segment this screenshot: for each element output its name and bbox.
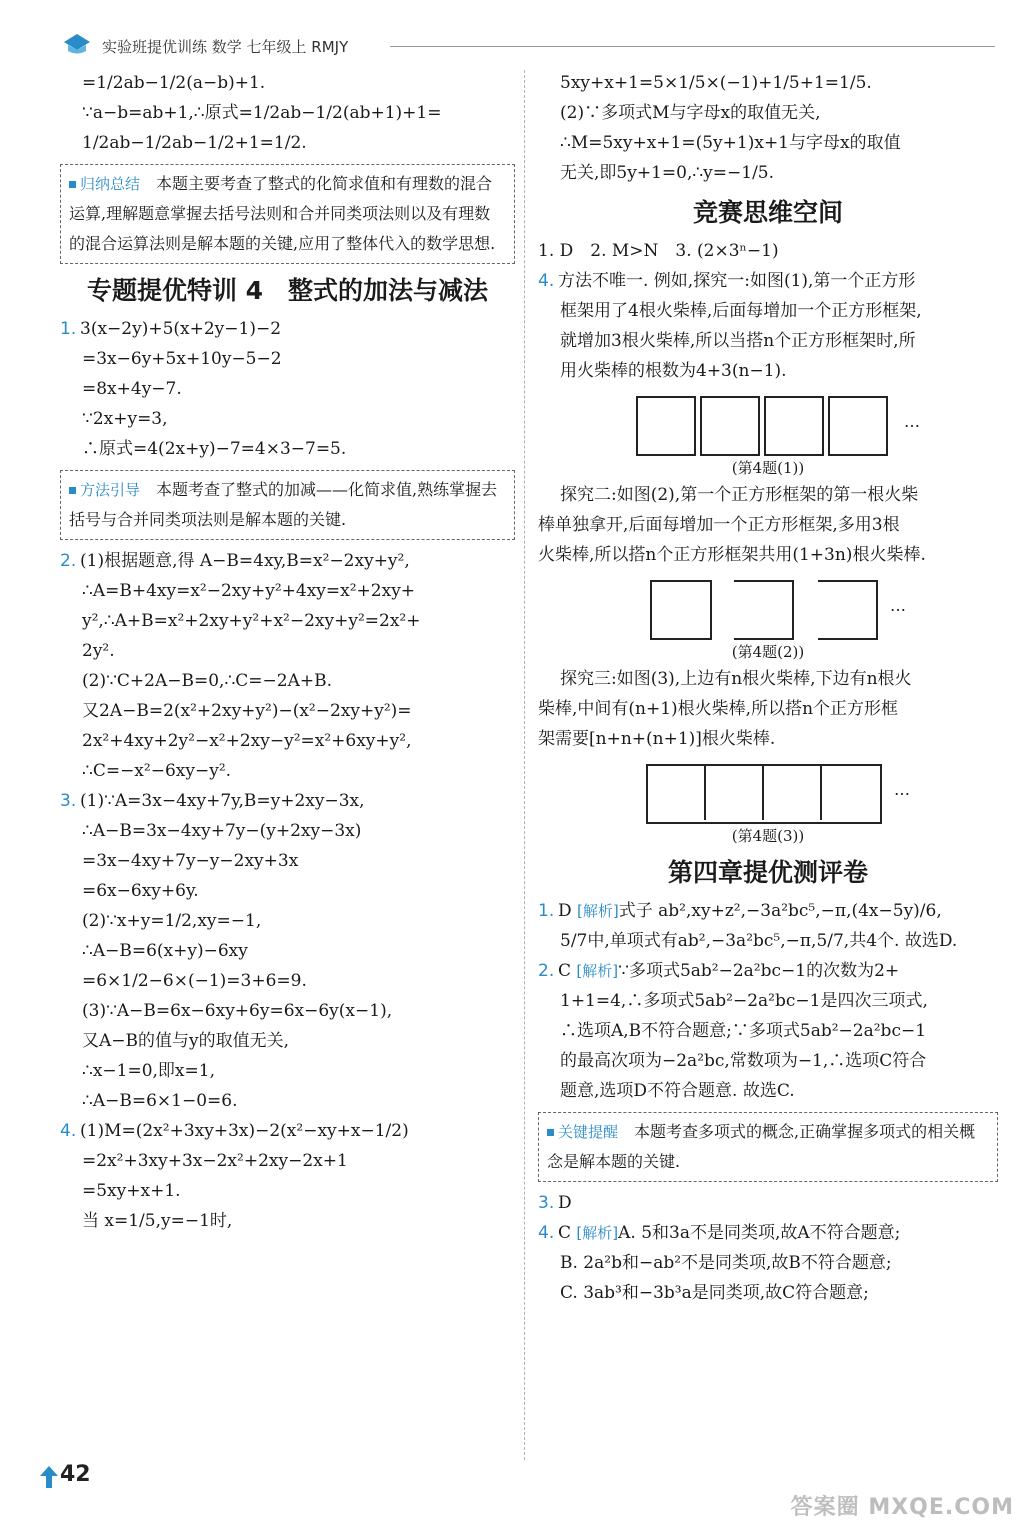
- analysis-tag: [解析]: [577, 902, 619, 920]
- text-line: 火柴棒,所以搭n个正方形框架共用(1+3n)根火柴棒.: [538, 545, 926, 565]
- text-line: B. 2a²b和−ab²不是同类项,故B不符合题意;: [560, 1253, 892, 1273]
- rect-frame: [646, 764, 882, 824]
- square-frame: [734, 580, 794, 640]
- text-line: (2)∵多项式M与字母x的取值无关,: [560, 103, 821, 123]
- figure-1: [538, 392, 998, 456]
- page-header: [60, 36, 995, 58]
- text-line: 1/2ab−1/2ab−1/2+1=1/2.: [82, 133, 307, 153]
- text-line: =2x²+3xy+3x−2x²+2xy−2x+1: [82, 1151, 348, 1171]
- square-frame: [818, 580, 878, 640]
- up-arrow-icon: [40, 1466, 58, 1488]
- square-frame: [700, 396, 760, 456]
- figure-2: [538, 576, 998, 640]
- text-line: 方法不唯一. 例如,探究一:如图(1),第一个正方形: [558, 271, 916, 291]
- figure-caption: (第4题(2)): [731, 643, 805, 661]
- square-frame: [636, 396, 696, 456]
- text-line: 题意,选项D不符合题意. 故选C.: [560, 1081, 795, 1101]
- divider-stick: [704, 764, 706, 820]
- text-line: 又2A−B=2(x²+2xy+y²)−(x²−2xy+y²)=: [82, 701, 412, 721]
- question-number: 2.: [538, 961, 555, 981]
- text-line: (1)M=(2x²+3xy+3x)−2(x²−xy+x−1/2): [80, 1121, 409, 1141]
- text-line: A. 5和3a不是同类项,故A不符合题意;: [618, 1223, 901, 1243]
- question-number: 1.: [538, 901, 555, 921]
- text-line: 的最高次项为−2a²bc,常数项为−1,∴选项C符合: [560, 1051, 927, 1071]
- text-line: 架需要[n+n+(n+1)]根火柴棒.: [538, 729, 776, 749]
- method-note: [60, 470, 515, 540]
- analysis-tag: [解析]: [576, 1224, 619, 1242]
- watermark: 答案圈 MXQE.COM: [790, 1495, 1014, 1520]
- analysis-tag: [解析]: [576, 962, 619, 980]
- text-line: 又A−B的值与y的取值无关,: [82, 1031, 290, 1051]
- text-line: ∴A−B=3x−4xy+7y−(y+2xy−3x): [82, 821, 362, 841]
- ellipsis: …: [890, 596, 906, 615]
- divider-stick: [762, 764, 764, 820]
- figure-caption: (第4题(1)): [731, 459, 805, 477]
- column-divider: [524, 70, 525, 1460]
- text-line: 棒单独拿开,后面每增加一个正方形框架,多用3根: [538, 515, 900, 535]
- text-line: ∴x−1=0,即x=1,: [82, 1061, 215, 1081]
- text-line: 5/7中,单项式有ab²,−3a²bc⁵,−π,5/7,共4个. 故选D.: [560, 931, 958, 951]
- text-line: =3x−6y+5x+10y−5−2: [82, 349, 282, 369]
- section-title: 第四章提优测评卷: [667, 858, 868, 887]
- header-title: 实验班提优训练 数学 七年级上 RMJY: [102, 38, 349, 56]
- text-line: =8x+4y−7.: [82, 379, 182, 399]
- summary-note: [60, 164, 515, 264]
- divider-stick: [820, 764, 822, 820]
- answer-letter: D: [558, 1193, 572, 1213]
- text-line: 2x²+4xy+2y²−x²+2xy−y²=x²+6xy+y²,: [82, 731, 412, 751]
- question-number: 2.: [60, 551, 77, 571]
- note-text: 本题考查了整式的加减——化简求值,熟练掌握去括号与合并同类项法则是解本题的关键.: [69, 480, 498, 529]
- question-number: 4.: [60, 1121, 77, 1141]
- question-number: 4.: [538, 1223, 555, 1243]
- text-line: 框架用了4根火柴棒,后面每增加一个正方形框架,: [560, 301, 922, 321]
- note-text: 本题主要考查了整式的化简求值和有理数的混合运算,理解题意掌握去括号法则和合并同类项法则以及有理数的混合运算法则是解本题的关键,应用了整体代入的数学思想.: [69, 174, 496, 253]
- text-line: 3(x−2y)+5(x+2y−1)−2: [80, 319, 282, 339]
- key-reminder-note: [538, 1112, 998, 1182]
- note-tag: 归纳总结: [69, 175, 140, 193]
- text-line: (1)根据题意,得 A−B=4xy,B=x²−2xy+y²,: [80, 551, 410, 571]
- note-tag: 关键提醒: [547, 1123, 618, 1141]
- question-number: 3.: [538, 1193, 555, 1213]
- question-number: 3.: [60, 791, 77, 811]
- text-line: =1/2ab−1/2(a−b)+1.: [82, 73, 266, 93]
- text-line: 1+1=4,∴多项式5ab²−2a²bc−1是四次三项式,: [560, 991, 928, 1011]
- section-title: 专题提优特训 4 整式的加法与减法: [86, 276, 489, 305]
- text-line: (2)∵x+y=1/2,xy=−1,: [82, 911, 262, 931]
- text-line: 用火柴棒的根数为4+3(n−1).: [560, 361, 787, 381]
- text-line: =3x−4xy+7y−y−2xy+3x: [82, 851, 299, 871]
- text-line: 就增加3根火柴棒,所以当搭n个正方形框架时,所: [560, 331, 916, 351]
- text-line: ∴C=−x²−6xy−y².: [82, 761, 232, 781]
- note-text: 本题考查多项式的概念,正确掌握多项式的相关概念是解本题的关键.: [547, 1122, 976, 1171]
- section-title: 竞赛思维空间: [692, 198, 843, 227]
- right-column: [538, 68, 998, 1308]
- square-frame: [828, 396, 888, 456]
- text-line: 无关,即5y+1=0,∴y=−1/5.: [560, 163, 775, 183]
- text-line: ∴M=5xy+x+1=(5y+1)x+1与字母x的取值: [560, 133, 901, 153]
- square-frame: [764, 396, 824, 456]
- text-line: y²,∴A+B=x²+2xy+y²+x²−2xy+y²=2x²+: [82, 611, 421, 631]
- answers-row: 1. D 2. M>N 3. (2×3ⁿ−1): [538, 241, 779, 261]
- text-line: 探究三:如图(3),上边有n根火柴棒,下边有n根火: [560, 669, 912, 689]
- header-rule: [390, 46, 995, 47]
- question-number: 1.: [60, 319, 77, 339]
- text-line: 5xy+x+1=5×1/5×(−1)+1/5+1=1/5.: [560, 73, 872, 93]
- text-line: ∴A−B=6×1−0=6.: [82, 1091, 238, 1111]
- left-column: [60, 68, 515, 1236]
- figure-3: [538, 760, 998, 824]
- text-line: C. 3ab³和−3b³a是同类项,故C符合题意;: [560, 1283, 869, 1303]
- question-number: 4.: [538, 271, 555, 291]
- ellipsis: …: [904, 412, 920, 431]
- text-line: ∴选项A,B不符合题意;∵多项式5ab²−2a²bc−1: [560, 1021, 927, 1041]
- text-line: =6×1/2−6×(−1)=3+6=9.: [82, 971, 307, 991]
- text-line: 柴棒,中间有(n+1)根火柴棒,所以搭n个正方形框: [538, 699, 899, 719]
- text-line: ∴A=B+4xy=x²−2xy+y²+4xy=x²+2xy+: [82, 581, 416, 601]
- text-line: (2)∵C+2A−B=0,∴C=−2A+B.: [82, 671, 332, 691]
- note-tag: 方法引导: [69, 481, 140, 499]
- text-line: ∵a−b=ab+1,∴原式=1/2ab−1/2(ab+1)+1=: [82, 103, 442, 123]
- text-line: ∴A−B=6(x+y)−6xy: [82, 941, 248, 961]
- text-line: 式子 ab²,xy+z²,−3a²bc⁵,−π,(4x−5y)/6,: [618, 901, 942, 921]
- text-line: 2y².: [82, 641, 115, 661]
- square-frame: [650, 580, 712, 640]
- text-line: (1)∵A=3x−4xy+7y,B=y+2xy−3x,: [80, 791, 365, 811]
- text-line: ∵2x+y=3,: [82, 409, 168, 429]
- text-line: =6x−6xy+6y.: [82, 881, 199, 901]
- text-line: ∵多项式5ab²−2a²bc−1的次数为2+: [618, 961, 900, 981]
- ellipsis: …: [894, 780, 910, 799]
- text-line: (3)∵A−B=6x−6xy+6y=6x−6y(x−1),: [82, 1001, 393, 1021]
- text-line: 探究二:如图(2),第一个正方形框架的第一根火柴: [560, 485, 919, 505]
- answer-letter: C: [558, 961, 572, 981]
- text-line: 当 x=1/5,y=−1时,: [82, 1211, 233, 1231]
- answer-letter: C: [558, 1223, 572, 1243]
- page-number: 42: [60, 1462, 91, 1487]
- text-line: ∴原式=4(2x+y)−7=4×3−7=5.: [82, 439, 347, 459]
- answer-letter: D: [558, 901, 572, 921]
- figure-caption: (第4题(3)): [731, 827, 805, 845]
- text-line: =5xy+x+1.: [82, 1181, 181, 1201]
